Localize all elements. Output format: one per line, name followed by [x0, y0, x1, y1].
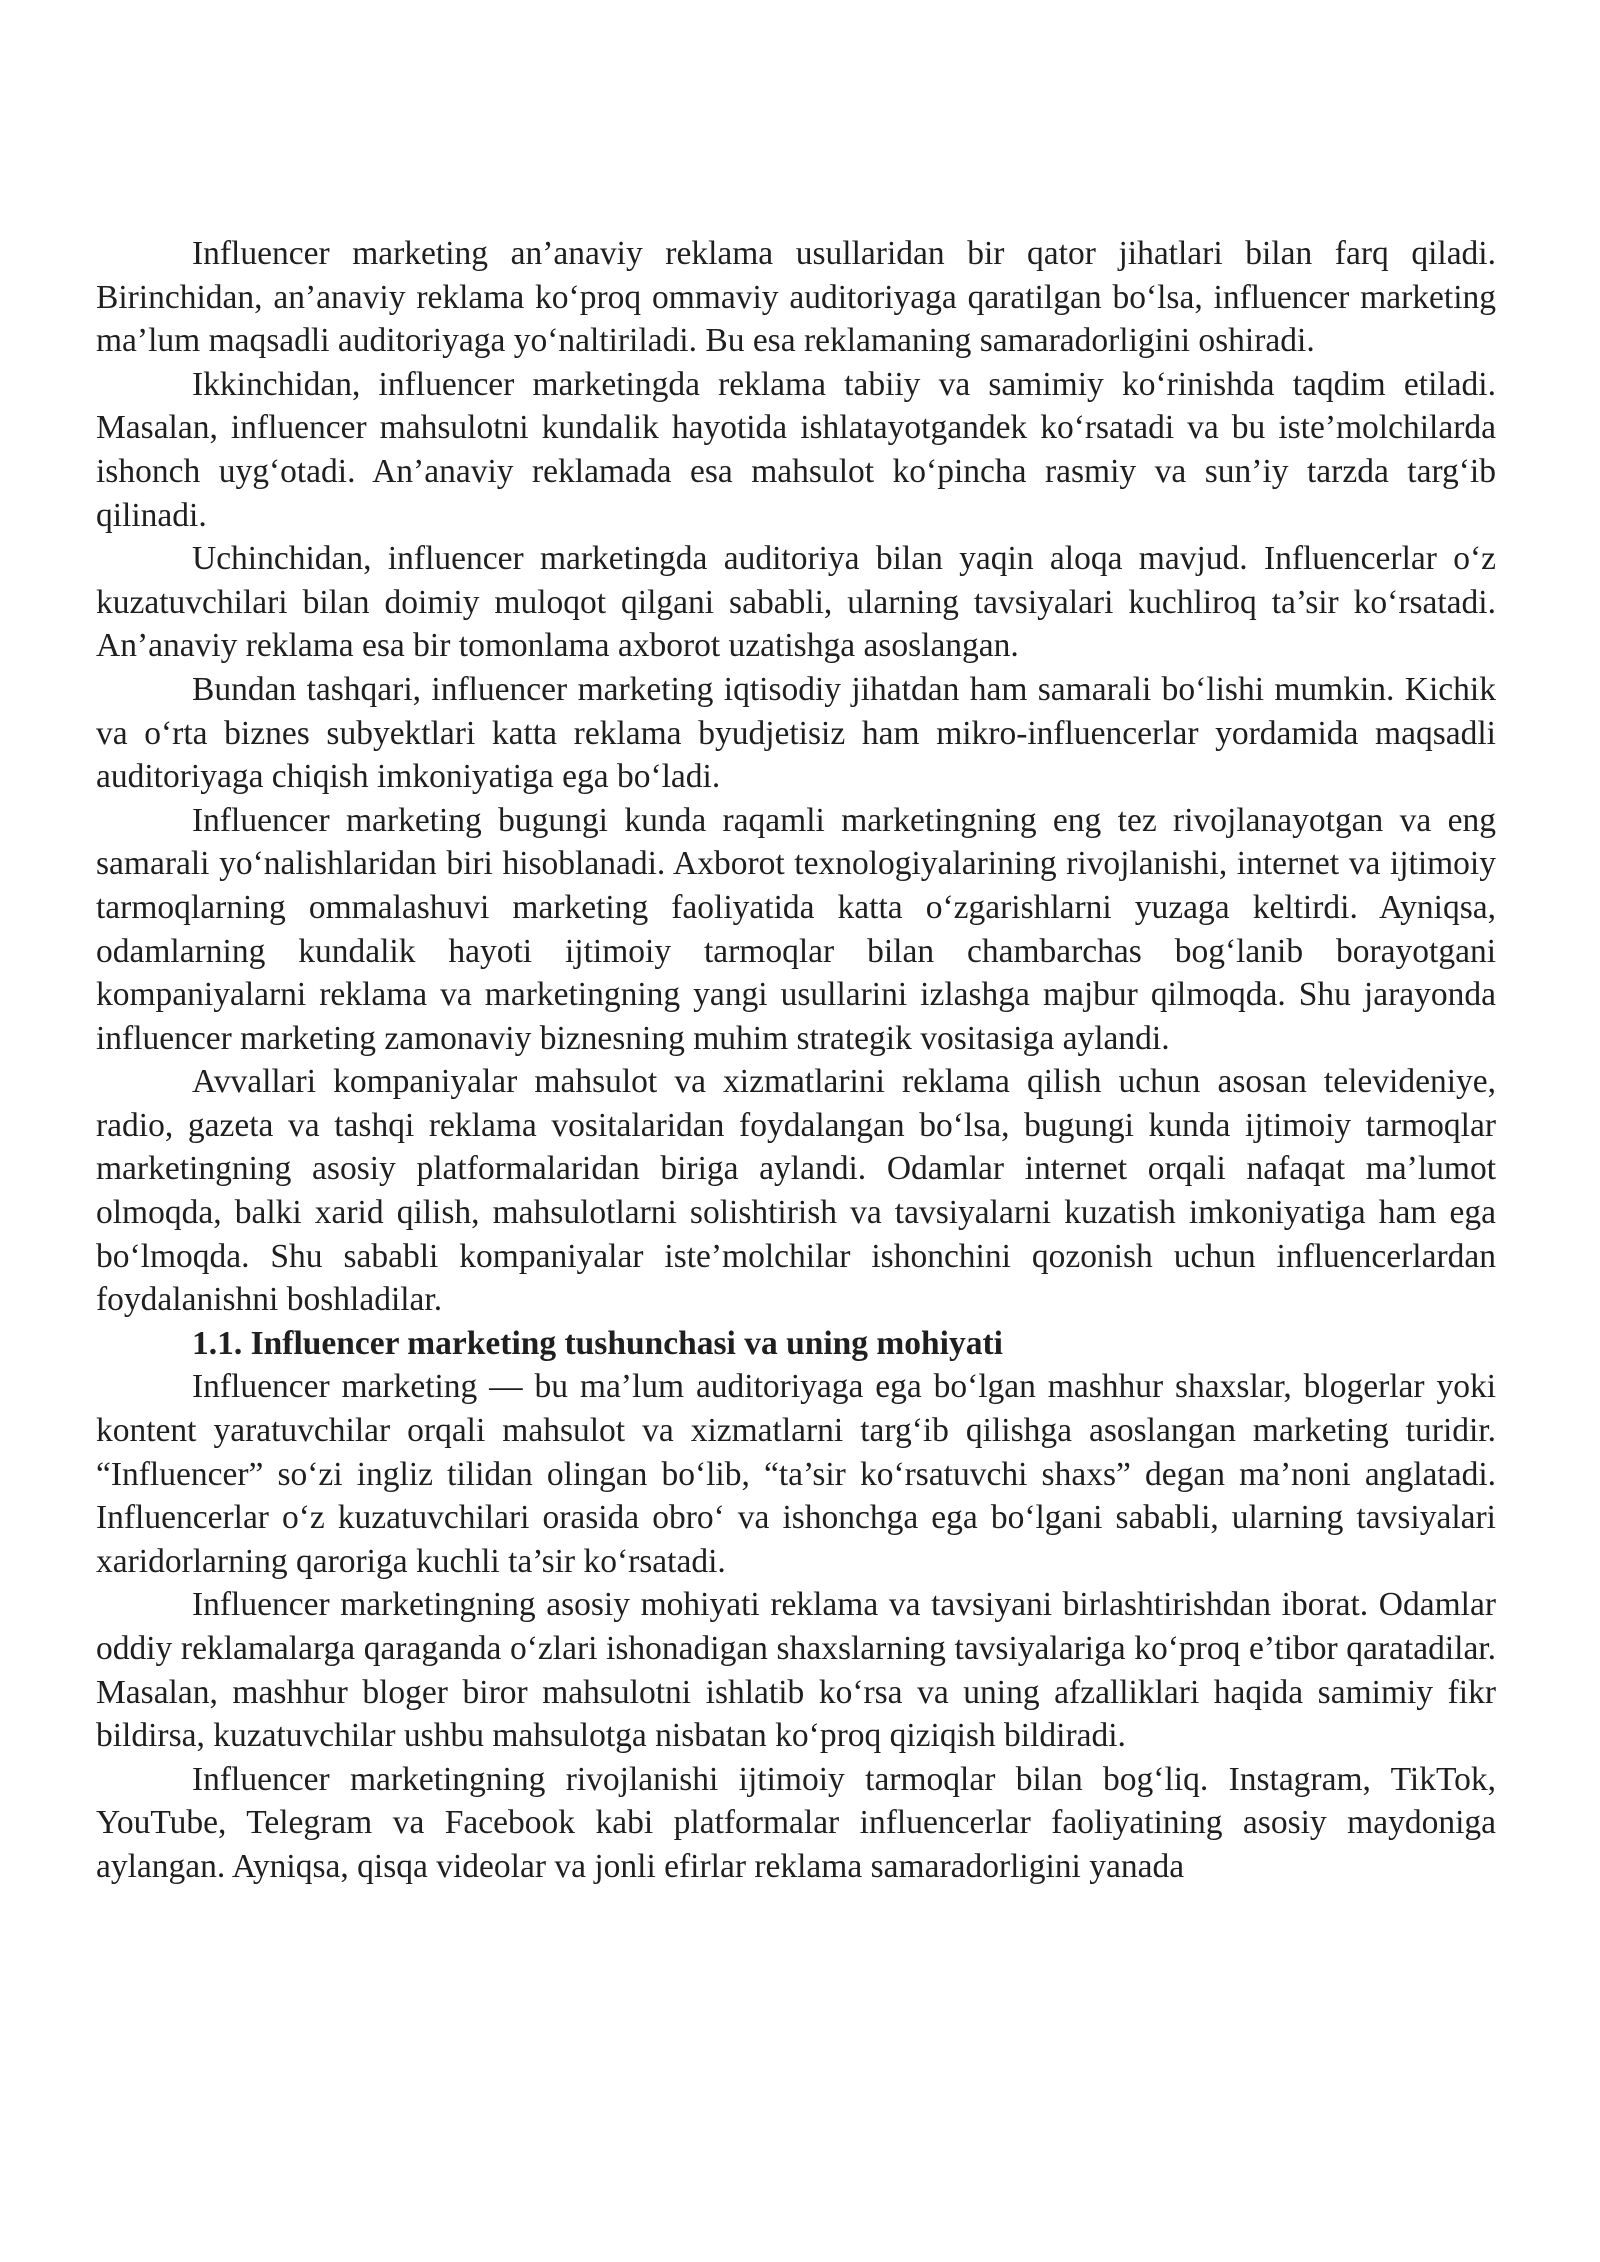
paragraph-essence: Influencer marketingning asosiy mohiyati reklama va tavsiyani birlashtirishdan iborat. Odamlar oddiy reklamalarga qaraganda o‘zlari ishonadigan shaxslarning tavsiyalariga ko‘proq e’tibor qaratadilar. Masalan, mashhur bloger biror mahsulotni ishlatib ko‘rsa va uning afzalliklari haqida samimiy fikr bildirsa, kuzatuvchilar ushbu mahsulotga nisbatan ko‘proq qiziqish bildiradi.	[96, 1586, 1496, 1755]
paragraph-definition: Influencer marketing — bu ma’lum auditoriyaga ega bo‘lgan mashhur shaxslar, blogerlar yoki kontent yaratuvchilar orqali mahsulot va xizmatlarni targ‘ib qilishga asoslangan marketing turidir. “Influencer” so‘zi ingliz tilidan olingan bo‘lib, “ta’sir ko‘rsatuvchi shaxs” degan ma’noni anglatadi. Influencerlar o‘z kuzatuvchilari orasida obro‘ va ishonchga ega bo‘lgani sababli, ularning tavsiyalari xaridorlarning qaroriga kuchli ta’sir ko‘rsatadi.	[96, 1368, 1496, 1580]
paragraph-social-media-platforms: Avvallari kompaniyalar mahsulot va xizmatlarini reklama qilish uchun asosan televideniye, radio, gazeta va tashqi reklama vositalaridan foydalangan bo‘lsa, bugungi kunda ijtimoiy tarmoqlar marketingning asosiy platformalaridan biriga aylandi. Odamlar internet orqali nafaqat ma’lumot olmoqda, balki xarid qilish, mahsulotlarni solishtirish va tavsiyalarni kuzatish imkoniyatiga ham ega bo‘lmoqda. Shu sababli kompaniyalar iste’molchilar ishonchini qozonish uchun influencerlardan foydalanishni boshladilar.	[96, 1063, 1496, 1319]
paragraph-second-difference: Ikkinchidan, influencer marketingda reklama tabiiy va samimiy ko‘rinishda taqdim etiladi. Masalan, influencer mahsulotni kundalik hayotida ishlatayotgandek ko‘rsatadi va bu iste’molchilarda ishonch uyg‘otadi. An’anaviy reklamada esa mahsulot ko‘pincha rasmiy va sun’iy tarzda targ‘ib qilinadi.	[96, 365, 1496, 534]
paragraph-digital-marketing-trend: Influencer marketing bugungi kunda raqamli marketingning eng tez rivojlanayotgan va eng samarali yo‘nalishlaridan biri hisoblanadi. Axborot texnologiyalarining rivojlanishi, internet va ijtimoiy tarmoqlarning ommalashuvi marketing faoliyatida katta o‘zgarishlarni yuzaga keltirdi. Ayniqsa, odamlarning kundalik hayoti ijtimoiy tarmoqlar bilan chambarchas bog‘lanib borayotgani kompaniyalarni reklama va marketingning yangi usullarini izlashga majbur qilmoqda. Shu jarayonda influencer marketing zamonaviy biznesning muhim strategik vositasiga aylandi.	[96, 801, 1496, 1057]
paragraph-development: Influencer marketingning rivojlanishi ijtimoiy tarmoqlar bilan bog‘liq. Instagram, TikTok, YouTube, Telegram va Facebook kabi platformalar influencerlar faoliyatining asosiy maydoniga aylangan. Ayniqsa, qisqa videolar va jonli efirlar reklama samaradorligini yanada	[96, 1760, 1496, 1885]
section-heading: 1.1. Influencer marketing tushunchasi va uning mohiyati	[192, 1324, 1003, 1362]
paragraph-traditional-vs-influencer: Influencer marketing an’anaviy reklama usullaridan bir qator jihatlari bilan farq qiladi. Birinchidan, an’anaviy reklama ko‘proq ommaviy auditoriyaga qaratilgan bo‘lsa, influencer marketing ma’lum maqsadli auditoriyaga yo‘naltiriladi. Bu esa reklamaning samaradorligini oshiradi.	[96, 235, 1496, 360]
paragraph-third-difference: Uchinchidan, influencer marketingda auditoriya bilan yaqin aloqa mavjud. Influencerlar o‘z kuzatuvchilari bilan doimiy muloqot qilgani sababli, ularning tavsiyalari kuchliroq ta’sir ko‘rsatadi. An’anaviy reklama esa bir tomonlama axborot uzatishga asoslangan.	[96, 540, 1496, 665]
document-page	[96, 232, 1496, 1889]
paragraph-economic-efficiency: Bundan tashqari, influencer marketing iqtisodiy jihatdan ham samarali bo‘lishi mumkin. Kichik va o‘rta biznes subyektlari katta reklama byudjetisiz ham mikro-influencerlar yordamida maqsadli auditoriyaga chiqish imkoniyatiga ega bo‘ladi.	[96, 670, 1496, 796]
